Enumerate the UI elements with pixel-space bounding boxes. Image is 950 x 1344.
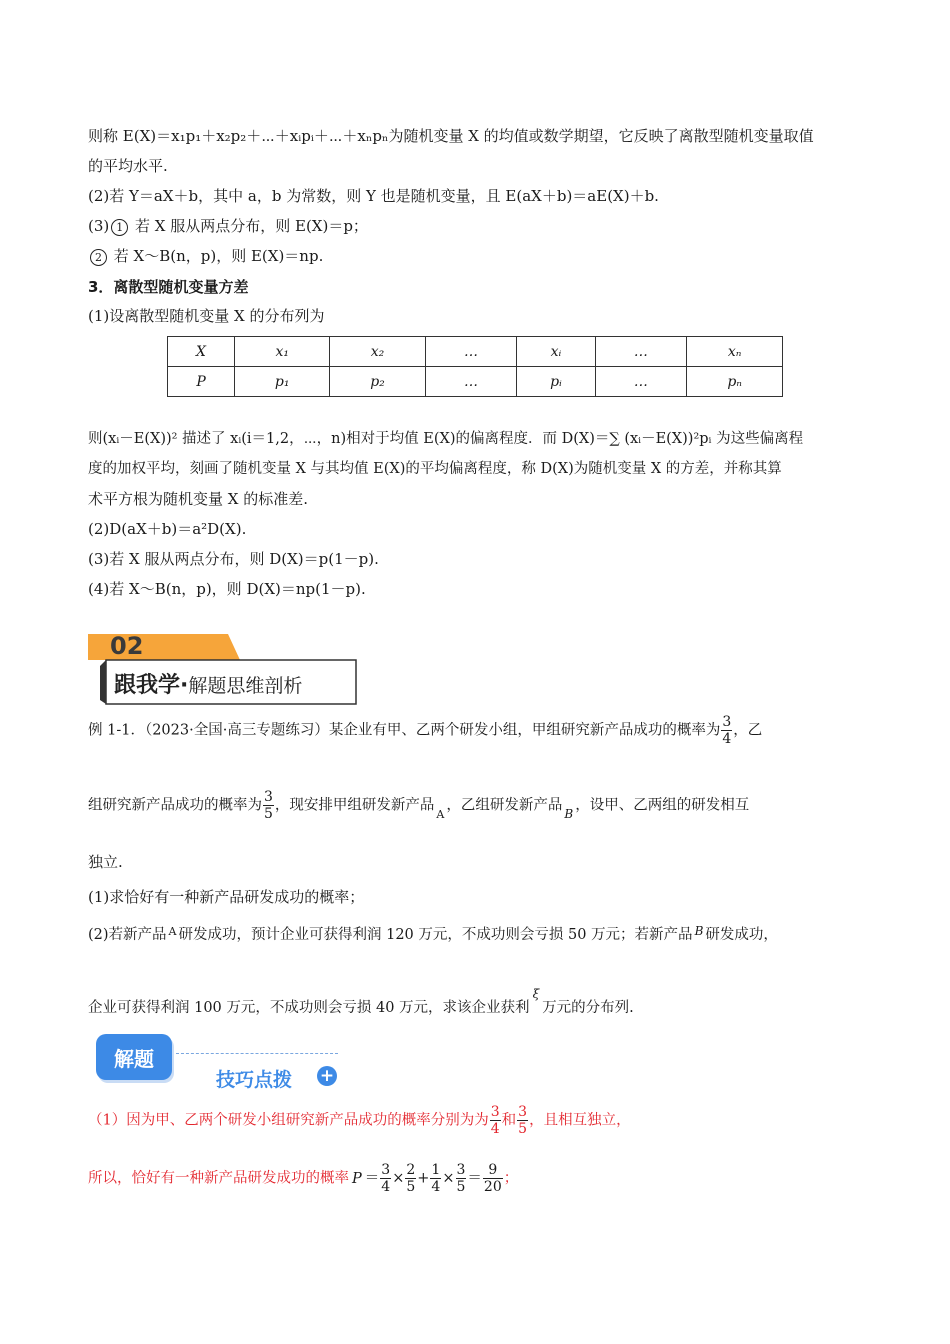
table-cell: … — [595, 367, 687, 397]
fraction-3-4: $\frac{3}{4}$ — [381, 1162, 391, 1195]
solution-badge — [96, 1034, 172, 1080]
fraction-1-4: $\frac{1}{4}$ — [431, 1162, 441, 1195]
variance-definition-line2: 度的加权平均，刻画了随机变量 X 与其均值 E(X)的平均偏离程度，称 D(X)为随机变量 X 的方差，并称其算 — [88, 461, 782, 477]
fraction-2-5: $\frac{2}{5}$ — [406, 1162, 416, 1195]
table-cell: xᵢ — [517, 337, 595, 367]
fraction-9-20: $\frac{9}{20}$ — [483, 1162, 502, 1195]
tips-label: 技巧点拨 — [216, 1069, 293, 1091]
solution-badge-label: 解题 — [114, 1047, 154, 1071]
table-cell: pᵢ — [517, 367, 595, 397]
circled-number-1: 1 — [111, 219, 128, 236]
table-cell: x₁ — [235, 337, 330, 367]
table-cell: p₁ — [235, 367, 330, 397]
banner-title: 跟我学·解题思维剖析 — [114, 673, 303, 698]
question-2-line2: 企业可获得利润 100 万元，不成功则会亏损 40 万元，求该企业获利$^\xi$万元的分布列. — [88, 987, 634, 1016]
table-cell: … — [595, 337, 687, 367]
two-point-variance: (3)若 X 服从两点分布，则 D(X)＝p(1－p). — [88, 550, 379, 568]
table-cell: p₂ — [330, 367, 425, 397]
table-cell: xₙ — [687, 337, 783, 367]
banner-number: 02 — [110, 632, 144, 660]
expectation-definition-line2: 的平均水平. — [88, 157, 168, 175]
binomial-expectation: 2 若 X～B(n，p)，则 E(X)＝np. — [88, 245, 323, 267]
fraction-3-5: $\frac{3}{5}$ — [264, 789, 273, 822]
circled-number-2: 2 — [90, 249, 107, 266]
variance-linearity: (2)D(aX＋b)＝a²D(X). — [88, 520, 247, 538]
badge-divider — [176, 1053, 338, 1054]
section-heading-variance: 3．离散型随机变量方差 — [88, 278, 249, 296]
variance-definition-line3: 术平方根为随机变量 X 的标准差. — [88, 490, 308, 508]
answer-line1: （1）因为甲、乙两个研发小组研究新产品成功的概率分别为为 $\frac{3}{4}$ 和 $\frac{3}{5}$ ，且相互独立， — [88, 1104, 631, 1137]
linearity-of-expectation: (2)若 Y＝aX＋b，其中 a，b 为常数，则 Y 也是随机变量，且 E(aX＋b)＝aE(X)＋b. — [88, 187, 659, 205]
table-cell: … — [425, 337, 517, 367]
binomial-variance: (4)若 X～B(n，p)，则 D(X)＝np(1－p). — [88, 580, 366, 598]
table-cell: pₙ — [687, 367, 783, 397]
table-cell: x₂ — [330, 337, 425, 367]
distribution-intro: (1)设离散型随机变量 X 的分布列为 — [88, 307, 325, 325]
question-1: (1)求恰好有一种新产品研发成功的概率； — [88, 888, 365, 906]
fraction-3-4: $\frac{3}{4}$ — [722, 714, 732, 747]
section-banner — [88, 630, 358, 706]
table-row — [168, 367, 783, 397]
plus-circle-icon: + — [317, 1066, 337, 1086]
table-cell: … — [425, 367, 517, 397]
table-row — [168, 337, 783, 367]
example-line1: 例 1-1．（2023·全国·高三专题练习）某企业有甲、乙两个研发小组，甲组研究新产品成功的概率为 $\frac{3}{4}$ ，乙 — [88, 714, 763, 747]
example-line3: 独立. — [88, 853, 123, 871]
table-cell: P — [168, 367, 235, 397]
fraction-3-4: $\frac{3}{4}$ — [490, 1104, 500, 1137]
fraction-3-5: $\frac{3}{5}$ — [518, 1104, 528, 1137]
question-2-line1: (2)若新产品 $^A$ 研发成功，预计企业可获得利润 120 万元，不成功则会亏损 50 万元；若新产品 $^B$ 研发成功， — [88, 924, 778, 943]
fraction-3-5: $\frac{3}{5}$ — [456, 1162, 466, 1195]
distribution-table — [167, 336, 783, 397]
variance-definition-line1: 则(xᵢ－E(X))² 描述了 xᵢ(i＝1,2，⋯，n)相对于均值 E(X)的偏离程度．而 D(X)＝∑ (xᵢ－E(X))²pᵢ 为这些偏离程 — [88, 431, 804, 447]
table-cell: X — [168, 337, 235, 367]
two-point-expectation: (3) 1 若 X 服从两点分布，则 E(X)＝p； — [88, 217, 368, 235]
expectation-definition-line1: 则称 E(X)＝x₁p₁＋x₂p₂＋⋯＋xᵢpᵢ＋⋯＋xₙpₙ为随机变量 X 的均值或数学期望，它反映了离散型随机变量取值 — [88, 127, 814, 145]
answer-line2: 所以，恰好有一种新产品研发成功的概率 P ＝ $\frac{3}{4}$ × $\frac{2}{5}$ + $\frac{1}{4}$ × $\frac{3}{5}$ ＝ $\frac{9}{20}$ ； — [88, 1162, 519, 1195]
example-line2: 组研究新产品成功的概率为 $\frac{3}{5}$ ，现安排甲组研发新产品$_A$，乙组研发新产品 $_B$ ，设甲、乙两组的研发相互 — [88, 789, 750, 822]
